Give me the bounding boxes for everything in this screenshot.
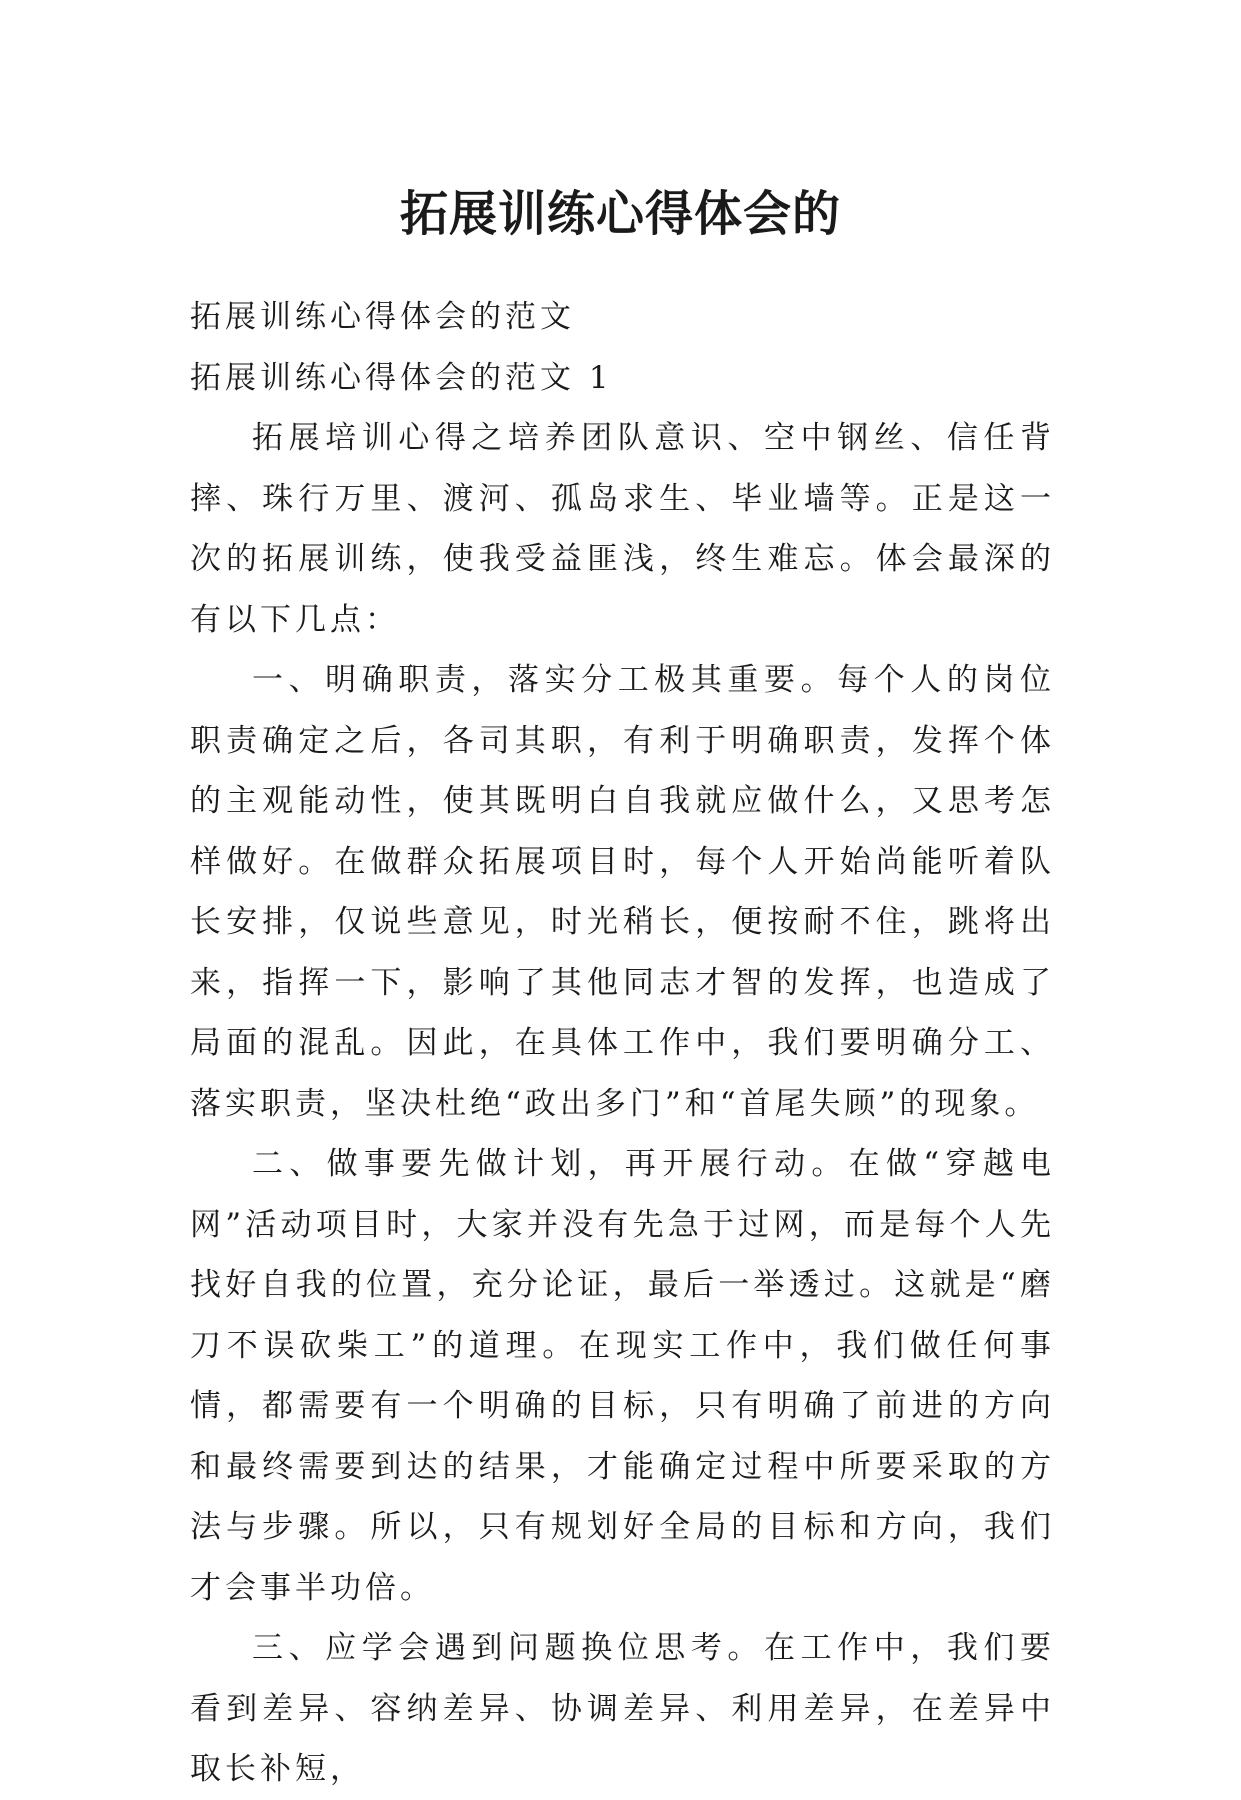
paragraph-point-3: 三、应学会遇到问题换位思考。在工作中，我们要看到差异、容纳差异、协调差异、利用差异，在差异中取长补短， [190, 1630, 1055, 1787]
paragraph-intro: 拓展培训心得之培养团队意识、空中钢丝、信任背摔、珠行万里、渡河、孤岛求生、毕业墙等。正是这一次的拓展训练，使我受益匪浅，终生难忘。体会最深的有以下几点： [190, 420, 1055, 638]
document-title: 拓展训练心得体会的 [399, 186, 841, 243]
subheading-fanwen-1: 拓展训练心得体会的范文 1 [190, 359, 613, 396]
subheading-fanwen: 拓展训练心得体会的范文 [190, 299, 575, 335]
paragraph-point-1: 一、明确职责，落实分工极其重要。每个人的岗位职责确定之后，各司其职，有利于明确职责，发挥个体的主观能动性，使其既明白自我就应做什么，又思考怎样做好。在做群众拓展项目时，每个人开始尚能听着队长安排，仅说些意见，时光稍长，便按耐不住，跳将出来，指挥一下，影响了其他同志才智的发挥，也造成了局面的混乱。因此，在具体工作中，我们要明确分工、落实职责，坚决杜绝“政出多门”和“首尾失顾”的现象。 [190, 662, 1055, 1122]
document-body [190, 287, 1055, 1800]
paragraph-point-2: 二、做事要先做计划，再开展行动。在做“穿越电网”活动项目时，大家并没有先急于过网，而是每个人先找好自我的位置，充分论证，最后一举透过。这就是“磨刀不误砍柴工”的道理。在现实工作中，我们做任何事情，都需要有一个明确的目标，只有明确了前进的方向和最终需要到达的结果，才能确定过程中所要采取的方法与步骤。所以，只有规划好全局的目标和方向，我们才会事半功倍。 [190, 1146, 1055, 1606]
